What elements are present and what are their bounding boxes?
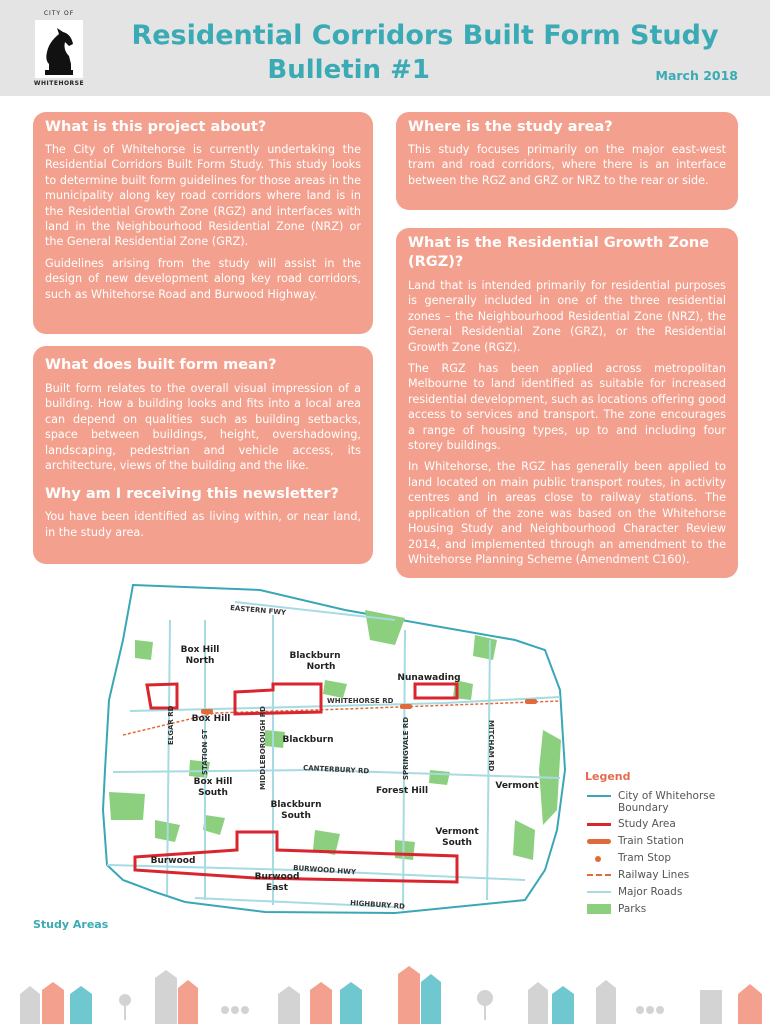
suburb-box-hill-south: Box Hill: [193, 777, 233, 787]
legend-label: Tram Stop: [618, 852, 672, 864]
suburb-vermont-south: South: [442, 838, 472, 848]
suburb-nunawading: Nunawading: [397, 673, 461, 683]
section-heading: What is the Residential Growth Zone (RGZ)?: [408, 235, 710, 270]
card-rgz: [396, 228, 738, 578]
suburb-blackburn: Blackburn: [282, 735, 334, 745]
legend-label: Major Roads: [618, 886, 683, 898]
suburb-blackburn-north: North: [306, 662, 336, 672]
council-logo: [33, 10, 85, 90]
road-label-mitcham: MITCHAM RD: [487, 720, 495, 772]
legend-swatch: [587, 891, 611, 893]
section-paragraph: Land that is intended primarily for residential purposes is generally included in one of the three residential zones – the Neighbourhood Residential Zone (NRZ), the General Residential Zone (GRZ), or the Residential Growth Zone (RGZ).: [408, 279, 726, 354]
card-built-form: [33, 346, 373, 564]
road-label-eastern: EASTERN FWY: [229, 604, 287, 617]
legend-item-parks: [585, 902, 765, 919]
study-area-map: [95, 580, 590, 920]
card-project-about: [33, 112, 373, 334]
section-paragraph: In Whitehorse, the RGZ has generally been applied to land located on main public transport routes, in activity centres and in areas close to railway stations. The application of the zone was based on the Whitehorse Housing Study and Neighbourhood Character Review 2014, and implemented through an amendment to the Whitehorse Planning Scheme (Amendment C160).: [408, 460, 726, 566]
road-label-station: STATION ST: [201, 729, 209, 775]
legend-item-study-area: [585, 817, 765, 834]
header-banner: [0, 0, 770, 96]
logo-bottom-text: WHITEHORSE: [33, 80, 85, 87]
knight-chess-icon: [35, 20, 83, 78]
legend-swatch: [587, 874, 611, 876]
suburb-vermont-south: Vermont: [435, 827, 479, 837]
suburb-box-hill: Box Hill: [191, 714, 231, 724]
suburb-forest-hill: Forest Hill: [375, 786, 429, 796]
section-paragraph: This study focuses primarily on the major east-west tram and road corridors, where there is an interface between the RGZ and GRZ or NRZ to the rear or side.: [408, 143, 726, 187]
legend-swatch: [595, 856, 601, 862]
section-heading: What is this project about?: [45, 119, 267, 135]
suburb-box-hill-north: Box Hill: [180, 645, 220, 655]
legend-item-major-roads: [585, 885, 765, 902]
page-title: Residential Corridors Built Form Study: [131, 20, 719, 51]
section-paragraph: Guidelines arising from the study will assist in the design of new development along key road corridors, such as Whitehorse Road and Burwood Highway.: [45, 256, 361, 301]
suburb-blackburn-north: Blackburn: [289, 651, 341, 661]
legend-swatch: [587, 823, 611, 826]
bulletin-number: Bulletin #1: [267, 55, 430, 85]
suburb-box-hill-south: South: [198, 788, 228, 798]
legend-item-train-station: [585, 834, 765, 851]
suburb-burwood: Burwood: [150, 856, 196, 866]
road-label-highbury: HIGHBURY RD: [349, 899, 406, 911]
legend-swatch: [587, 904, 611, 914]
legend-label: Parks: [618, 903, 647, 915]
road-label-springvale: SPRINGVALE RD: [402, 716, 410, 780]
legend-item-boundary: [585, 789, 765, 817]
section-paragraph: You have been identified as living within, or near land, in the study area.: [45, 510, 361, 539]
suburb-burwood-east: Burwood: [254, 872, 300, 882]
map-caption: Study Areas: [33, 918, 109, 931]
road-label-elgar: ELGAR RD: [167, 705, 175, 745]
legend-label: City of Whitehorse: [618, 790, 716, 802]
road-label-canterbury: CANTERBURY RD: [302, 764, 370, 776]
legend-label: Railway Lines: [618, 869, 690, 881]
legend-label: Train Station: [618, 835, 684, 847]
section-paragraph: Built form relates to the overall visual impression of a building. How a building looks and fits into a local area can depend on qualities such as building setbacks, space between buildings, height, overshadowing, landscaping, pedestrian and vehicle access, its architecture, views of the building and the like.: [45, 382, 361, 473]
road-label-whitehorse: WHITEHORSE RD: [327, 697, 394, 705]
legend-title: Legend: [585, 770, 631, 783]
logo-top-text: CITY OF: [43, 10, 75, 17]
suburb-blackburn-south: Blackburn: [270, 800, 322, 810]
card-study-area: [396, 112, 738, 210]
decorative-skyline: [0, 960, 770, 1024]
suburb-box-hill-north: North: [185, 656, 215, 666]
legend-item-tram-stop: [585, 851, 765, 868]
legend-swatch: [587, 839, 611, 844]
section-paragraph: The RGZ has been applied across metropolitan Melbourne to land identified as suitable for increased residential development, such as locations offering good access to services and transport. The zone encourages a range of housing types, up to and including four storey buildings.: [408, 362, 726, 453]
section-paragraph: The City of Whitehorse is currently undertaking the Residential Corridors Built Form Study. This study looks to determine built form guidelines for those areas in the municipality along key road corridors where land is in the Residential Growth Zone (RGZ) and interfaces with land in the Neighbourhood Residential Zone (NRZ) or the General Residential Zone (GRZ).: [45, 143, 361, 249]
suburb-vermont: Vermont: [495, 781, 539, 791]
section-heading: What does built form mean?: [45, 357, 277, 373]
section-heading: Where is the study area?: [408, 119, 613, 135]
suburb-blackburn-south: South: [281, 811, 311, 821]
road-label-burwood: BURWOOD HWY: [292, 864, 357, 877]
road-label-middleborough: MIDDLEBOROUGH RD: [259, 706, 267, 790]
legend-label: Boundary: [618, 802, 669, 814]
suburb-burwood-east: East: [266, 883, 288, 893]
map-legend: [585, 770, 765, 919]
building-group: [20, 966, 762, 1024]
section-heading: Why am I receiving this newsletter?: [45, 486, 339, 503]
legend-label: Study Area: [618, 818, 676, 830]
bulletin-date: March 2018: [655, 68, 738, 83]
legend-item-railway: [585, 868, 765, 885]
legend-swatch: [587, 795, 611, 797]
